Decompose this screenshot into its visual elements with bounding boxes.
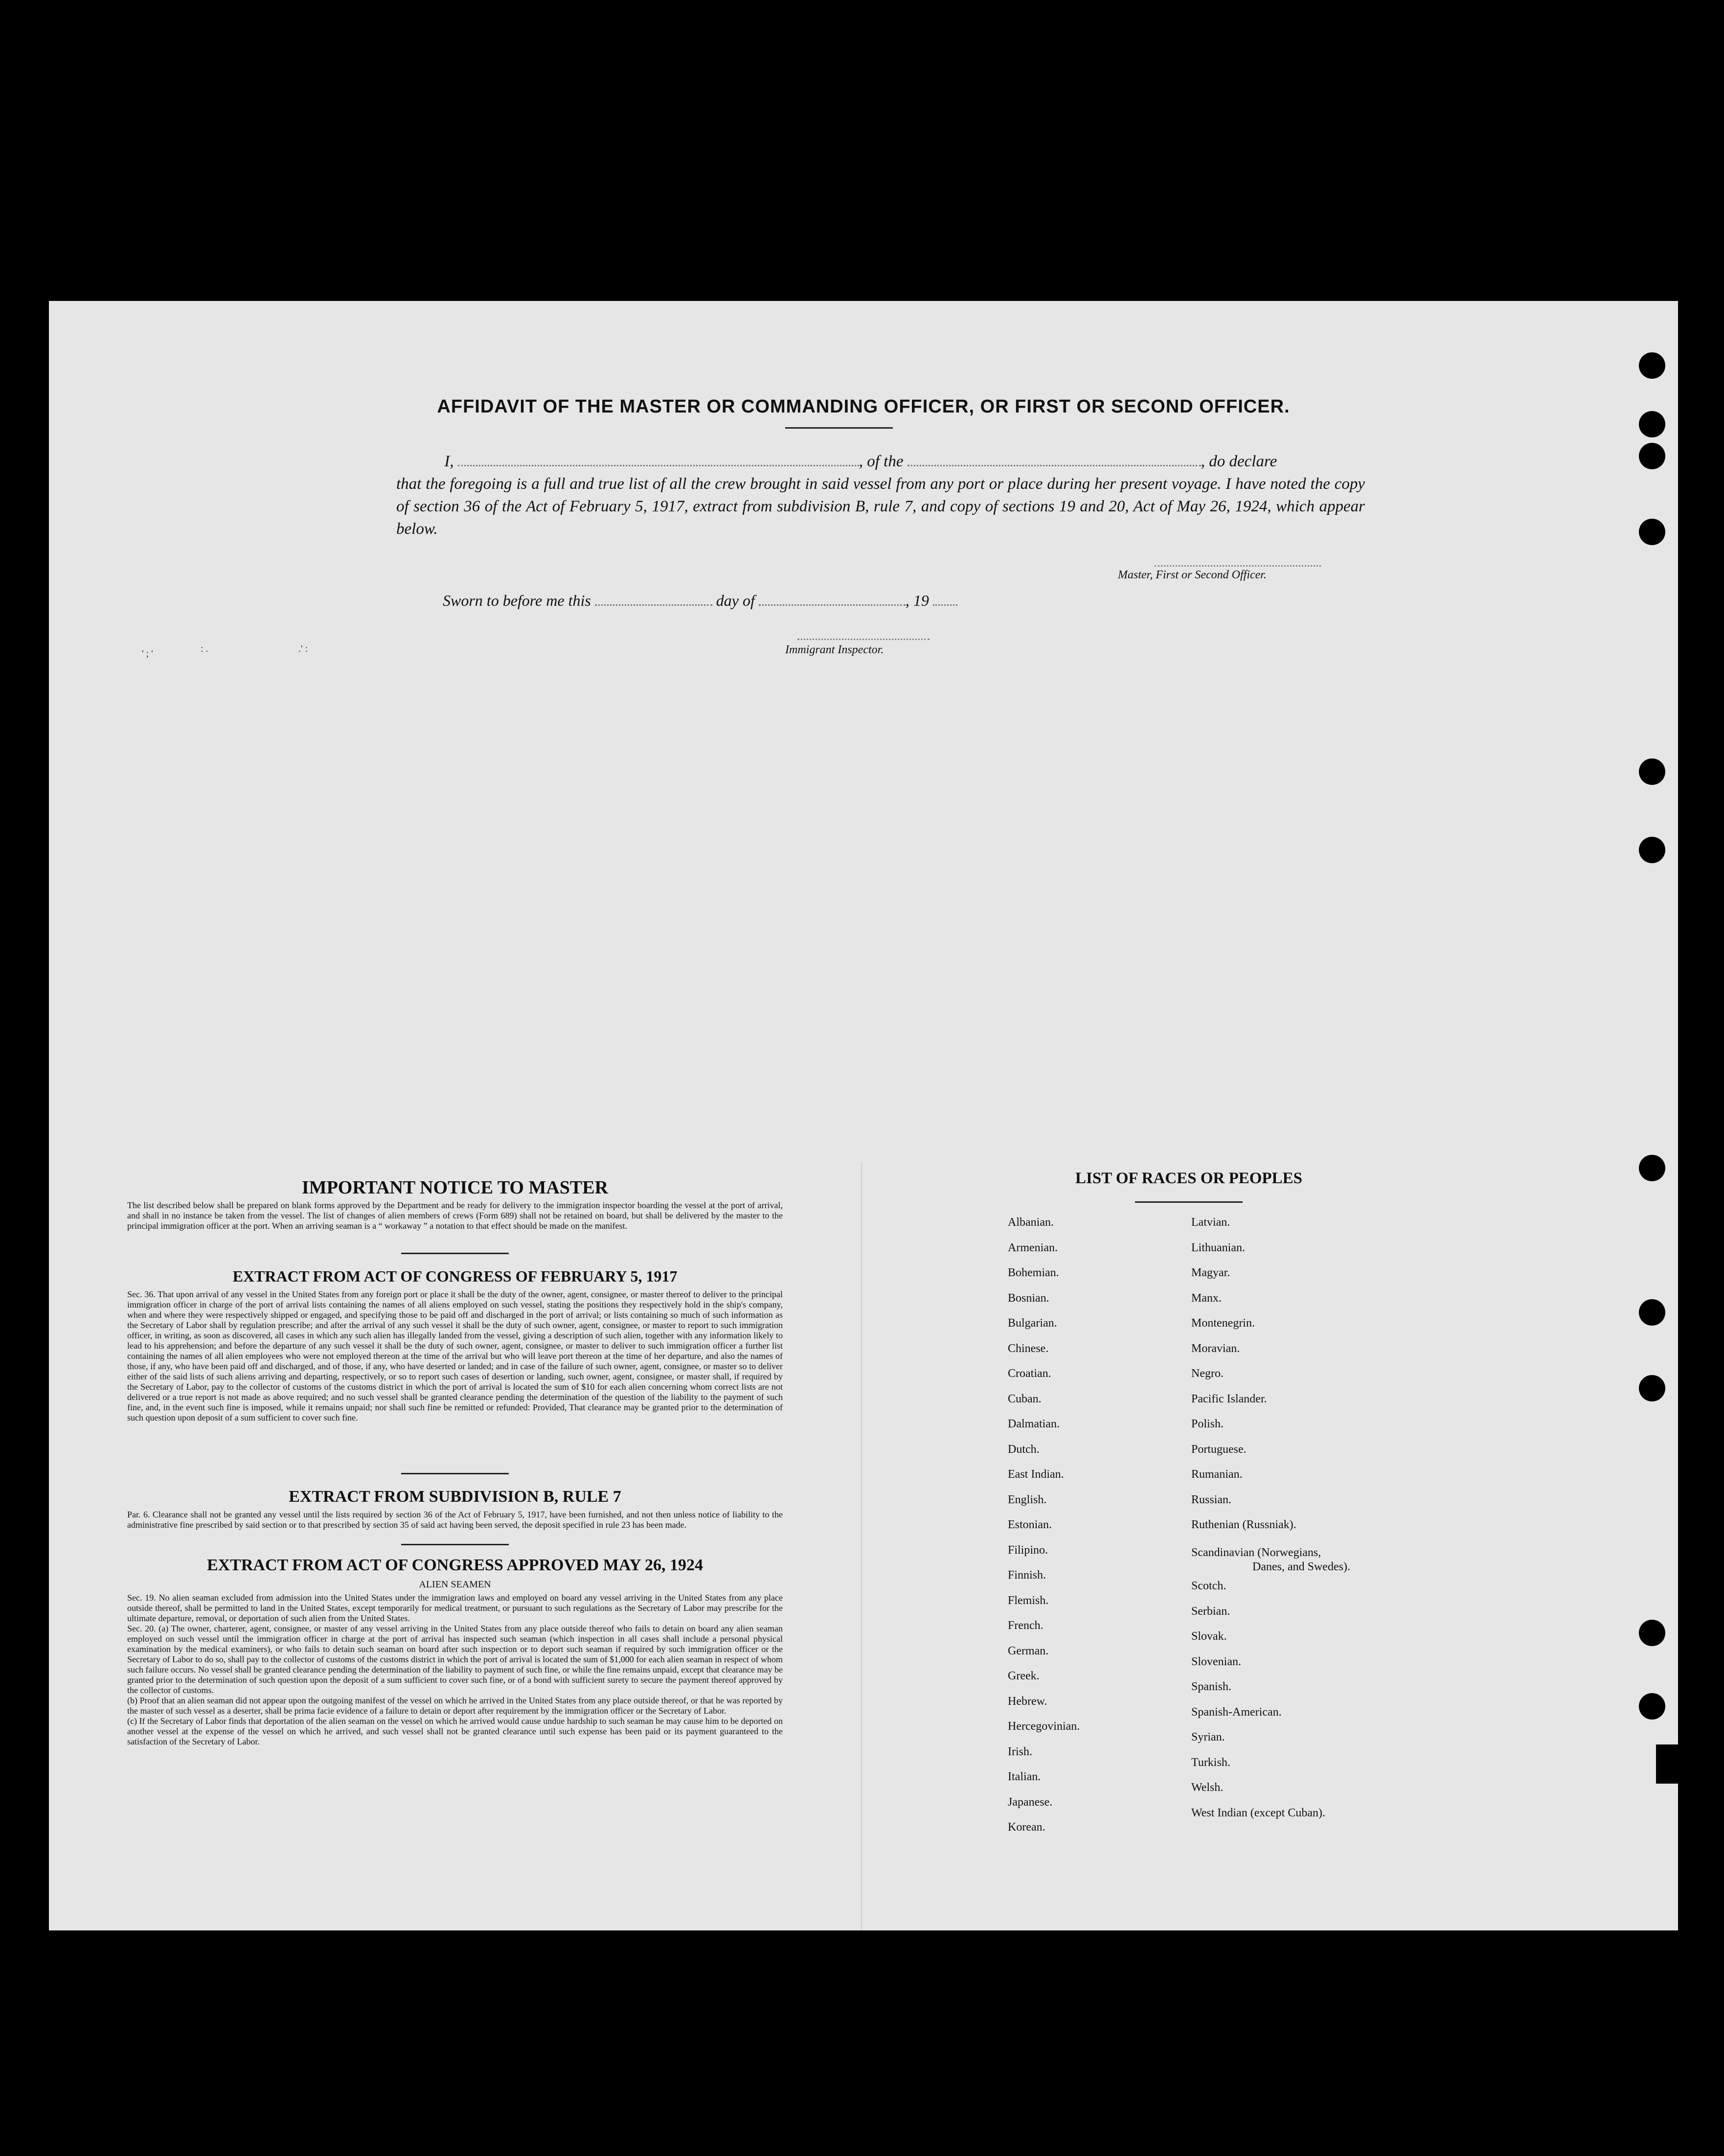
race-item: Manx.	[1191, 1291, 1222, 1305]
race-item: Spanish-American.	[1191, 1705, 1282, 1719]
race-item: Japanese.	[1008, 1795, 1053, 1809]
race-item: Moravian.	[1191, 1342, 1240, 1355]
sworn-day-field[interactable]	[595, 590, 712, 606]
race-item: Bulgarian.	[1008, 1317, 1057, 1330]
race-item: Italian.	[1008, 1770, 1041, 1783]
title-underline	[785, 427, 893, 429]
binder-hole	[1639, 443, 1665, 469]
race-item: Greek.	[1008, 1670, 1040, 1682]
tab-mark	[1656, 1744, 1678, 1784]
race-item: Slovenian.	[1191, 1655, 1241, 1668]
binder-hole	[1639, 1155, 1665, 1181]
binder-hole	[1639, 519, 1665, 545]
race-item: Armenian.	[1008, 1241, 1058, 1254]
name-field[interactable]	[458, 450, 859, 466]
rule-7-title: EXTRACT FROM SUBDIVISION B, RULE 7	[289, 1488, 621, 1506]
binder-hole	[1639, 1620, 1665, 1646]
binder-hole	[1639, 1375, 1665, 1401]
declaration-block	[396, 450, 1365, 540]
vessel-field[interactable]	[907, 450, 1201, 466]
sworn-text: Sworn to before me this	[443, 592, 591, 609]
extract-1924-body	[127, 1593, 783, 1747]
master-label: Master, First or Second Officer.	[1118, 569, 1267, 581]
declaration-line-1	[396, 450, 1365, 473]
extract-1917-title: EXTRACT FROM ACT OF CONGRESS OF FEBRUARY 5, 1917	[232, 1267, 678, 1285]
rule-7-text: Par. 6. Clearance shall not be granted any vessel until the lists required by section 36 of the Act of February 5, 1917, have been furnished, and not then unless notice of liability to the administrative fine prescribed by said section or to that prescribed by section 35 of said act having been served, the deposit specified in rule 23 has been made.	[127, 1510, 783, 1530]
race-item: Syrian.	[1191, 1731, 1225, 1743]
sworn-line	[443, 590, 957, 610]
notice-divider	[401, 1253, 509, 1254]
master-signature-line	[1155, 565, 1321, 567]
race-item: Russian.	[1191, 1493, 1232, 1506]
binder-hole	[1639, 352, 1665, 379]
race-item: Pacific Islander.	[1191, 1392, 1267, 1405]
race-item: Negro.	[1191, 1367, 1224, 1380]
year-prefix: , 19	[905, 592, 929, 609]
race-item: Magyar.	[1191, 1266, 1230, 1279]
race-item: Chinese.	[1008, 1342, 1049, 1355]
extract-1917-divider	[401, 1473, 509, 1474]
notice-title: IMPORTANT NOTICE TO MASTER	[301, 1177, 609, 1198]
declaration-of-the: , of the	[859, 453, 904, 470]
notice-text: The list described below shall be prepared on blank forms approved by the Department and be ready for delivery to the immigration inspector boarding the vessel at the port of arrival, and shall in no instance be taken from the vessel. The list of changes of alien members of crews (Form 689) shall not be retained on board, but shall be delivered by the master to the principal immigration officer at the port. When an arriving seaman is a “ workaway ” a notation to that effect should be made on the manifest.	[127, 1200, 783, 1231]
race-item: Croatian.	[1008, 1367, 1051, 1380]
race-item: Spanish.	[1191, 1680, 1232, 1693]
declaration-i: I,	[444, 453, 454, 470]
race-item: Dutch.	[1008, 1443, 1040, 1456]
race-item: Slovak.	[1191, 1630, 1227, 1643]
race-item: Montenegrin.	[1191, 1317, 1255, 1330]
section-20c-text: (c) If the Secretary of Labor finds that deportation of the alien seaman on the vessel on which he arrived would cause undue hardship to such seaman he may cause him to be deported on another vessel at the expense of the vessel on which he arrived, and such vessel shall not be granted clearance until such expense has been paid or its payment guaranteed to the satisfaction of the Secretary of Labor.	[127, 1716, 783, 1746]
binder-hole	[1639, 758, 1665, 785]
race-item: Scandinavian (Norwegians,	[1191, 1546, 1321, 1559]
fold-line	[861, 1162, 862, 1930]
race-item: Estonian.	[1008, 1518, 1052, 1531]
race-item: Turkish.	[1191, 1756, 1230, 1769]
faint-mark: : .	[201, 643, 208, 654]
inspector-signature-line	[797, 639, 930, 640]
affidavit-title: AFFIDAVIT OF THE MASTER OR COMMANDING OFFICER, OR FIRST OR SECOND OFFICER.	[437, 396, 1290, 417]
extract-1924-title: EXTRACT FROM ACT OF CONGRESS APPROVED MAY 26, 1924	[206, 1556, 703, 1574]
race-item: German.	[1008, 1644, 1049, 1657]
race-item: Ruthenian (Russniak).	[1191, 1518, 1296, 1531]
race-item: French.	[1008, 1619, 1043, 1632]
race-item: Flemish.	[1008, 1594, 1049, 1607]
binder-hole	[1639, 1299, 1665, 1326]
declaration-end: , do declare	[1201, 453, 1277, 470]
rule-7-divider	[401, 1544, 509, 1545]
document-page	[49, 301, 1678, 1930]
race-item: Latvian.	[1191, 1216, 1230, 1229]
race-item: Korean.	[1008, 1821, 1045, 1834]
race-item: Irish.	[1008, 1745, 1032, 1758]
binder-hole	[1639, 837, 1665, 863]
binder-hole	[1639, 1693, 1665, 1720]
race-item: Finnish.	[1008, 1569, 1046, 1582]
sworn-year-field[interactable]	[933, 590, 957, 606]
extract-1917-text: Sec. 36. That upon arrival of any vessel in the United States from any foreign port or place it shall be the duty of the owner, agent, consignee, or master thereof to deliver to the principal immigration officer in charge of the port of arrival lists containing the names of all aliens employed on such vessel, stating the positions they respectively hold in the ship's company, when and where they were respectively shipped or engaged, and specifying those to be paid off and discharged in the port of arrival; or lists containing so much of such information as the Secretary of Labor shall by regulation prescribe; and after the arrival of any such vessel it shall be the duty of such owner, agent, consignee, or master to report to such immigration officer, in writing, as soon as discovered, all cases in which any such alien has illegally landed from the vessel, giving a description of such alien, together with any information likely to lead to his apprehension; and before the departure of any such vessel it shall be the duty of such owner, agent, consignee, or master to deliver to such immigration officer a further list containing the names of all alien employees who were not employed thereon at the time of the arrival but who will leave port thereon at the time of her departure, and also the names of those, if any, who have been paid off and discharged, and of those, if any, who have deserted or landed; and in case of the failure of such owner, agent, consignee, or master so to deliver either of the said lists of such aliens arriving and departing, respectively, or so to report such cases of desertion or landing, such owner, agent, consignee, or master shall, if required by the Secretary of Labor, pay to the collector of customs of the customs district in which the port of arrival is located the sum of $10 for each alien concerning whom correct lists are not delivered or a true report is not made as above required; and no such vessel shall be granted clearance pending the determination of the question of the liability to the payment of such fine, and, in the event such fine is imposed, while it remains unpaid; nor shall such fine be remitted or refunded: Provided, That clearance may be granted prior to the determination of such question upon deposit of a sum sufficient to cover such fine.	[127, 1289, 783, 1422]
race-item: West Indian (except Cuban).	[1191, 1806, 1325, 1819]
race-item: Hebrew.	[1008, 1695, 1047, 1708]
section-20a-text: Sec. 20. (a) The owner, charterer, agent, consignee, or master of any vessel arriving in the United States from any place outside thereof who fails to detain on board any alien seaman employed on such vessel until the immigration officer in charge at the port of arrival has inspected such seaman (which inspection in all cases shall include a personal physical examination by the medical examiners), or who fails to detain such seaman on board after such inspection or to deport such seaman if required by such immigration officer or the Secretary of Labor to do so, shall pay to the collector of customs of the customs district in which the port of arrival is located the sum of $1,000 for each alien seaman in respect of whom such failure occurs. No vessel shall be granted clearance pending the determination of the liability to payment of such fine, or while the fine remains unpaid, except that clearance may be granted prior to the determination of such question upon the deposit of a sum sufficient to cover such fine, or of a bond with sufficient surety to secure the payment thereof approved by the collector of customs.	[127, 1624, 783, 1695]
race-item: Welsh.	[1191, 1781, 1224, 1794]
race-item: Scotch.	[1191, 1580, 1226, 1592]
race-item: Rumanian.	[1191, 1468, 1243, 1481]
race-item: Cuban.	[1008, 1392, 1042, 1405]
race-item: Hercegovinian.	[1008, 1720, 1080, 1733]
faint-mark: ' ; '	[142, 648, 153, 659]
races-title: LIST OF RACES OR PEOPLES	[1075, 1170, 1302, 1187]
faint-mark: .' :	[298, 643, 308, 654]
race-item: East Indian.	[1008, 1468, 1064, 1481]
section-20b-text: (b) Proof that an alien seaman did not appear upon the outgoing manifest of the vessel on which he arrived in the United States from any place outside thereof, or that he was reported by the master of such vessel as a deserter, shall be prima facie evidence of a failure to detain or deport after requirement by the immigration officer or the Secretary of Labor.	[127, 1696, 783, 1716]
race-item: Dalmatian.	[1008, 1418, 1060, 1430]
race-item: Danes, and Swedes).	[1252, 1560, 1350, 1573]
race-item: Portuguese.	[1191, 1443, 1247, 1456]
section-19-text: Sec. 19. No alien seaman excluded from admission into the United States under the immigration laws and employed on board any vessel arriving in the United States from any place outside thereof, shall be permitted to land in the United States, except temporarily for medical treatment, or pursuant to such regulations as the Secretary of Labor may prescribe for the ultimate departure, removal, or deportation of such alien from the United States.	[127, 1593, 783, 1623]
races-divider	[1135, 1201, 1243, 1203]
inspector-label: Immigrant Inspector.	[785, 643, 884, 656]
race-item: Polish.	[1191, 1418, 1224, 1430]
race-item: Serbian.	[1191, 1605, 1230, 1618]
race-item: English.	[1008, 1493, 1047, 1506]
race-item: Bosnian.	[1008, 1291, 1049, 1305]
race-item: Bohemian.	[1008, 1266, 1059, 1279]
declaration-body: that the foregoing is a full and true list of all the crew brought in said vessel from any port or place during her present voyage. I have noted the copy of section 36 of the Act of February 5, 1917, extract from subdivision B, rule 7, and copy of sections 19 and 20, Act of May 26, 1924, which appear below.	[396, 475, 1365, 538]
race-item: Filipino.	[1008, 1543, 1048, 1557]
sworn-month-field[interactable]	[759, 590, 906, 606]
race-item: Albanian.	[1008, 1216, 1054, 1229]
race-item: Lithuanian.	[1191, 1241, 1245, 1254]
alien-seamen-subtitle: ALIEN SEAMEN	[419, 1579, 491, 1590]
day-of-text: day of	[716, 592, 755, 609]
